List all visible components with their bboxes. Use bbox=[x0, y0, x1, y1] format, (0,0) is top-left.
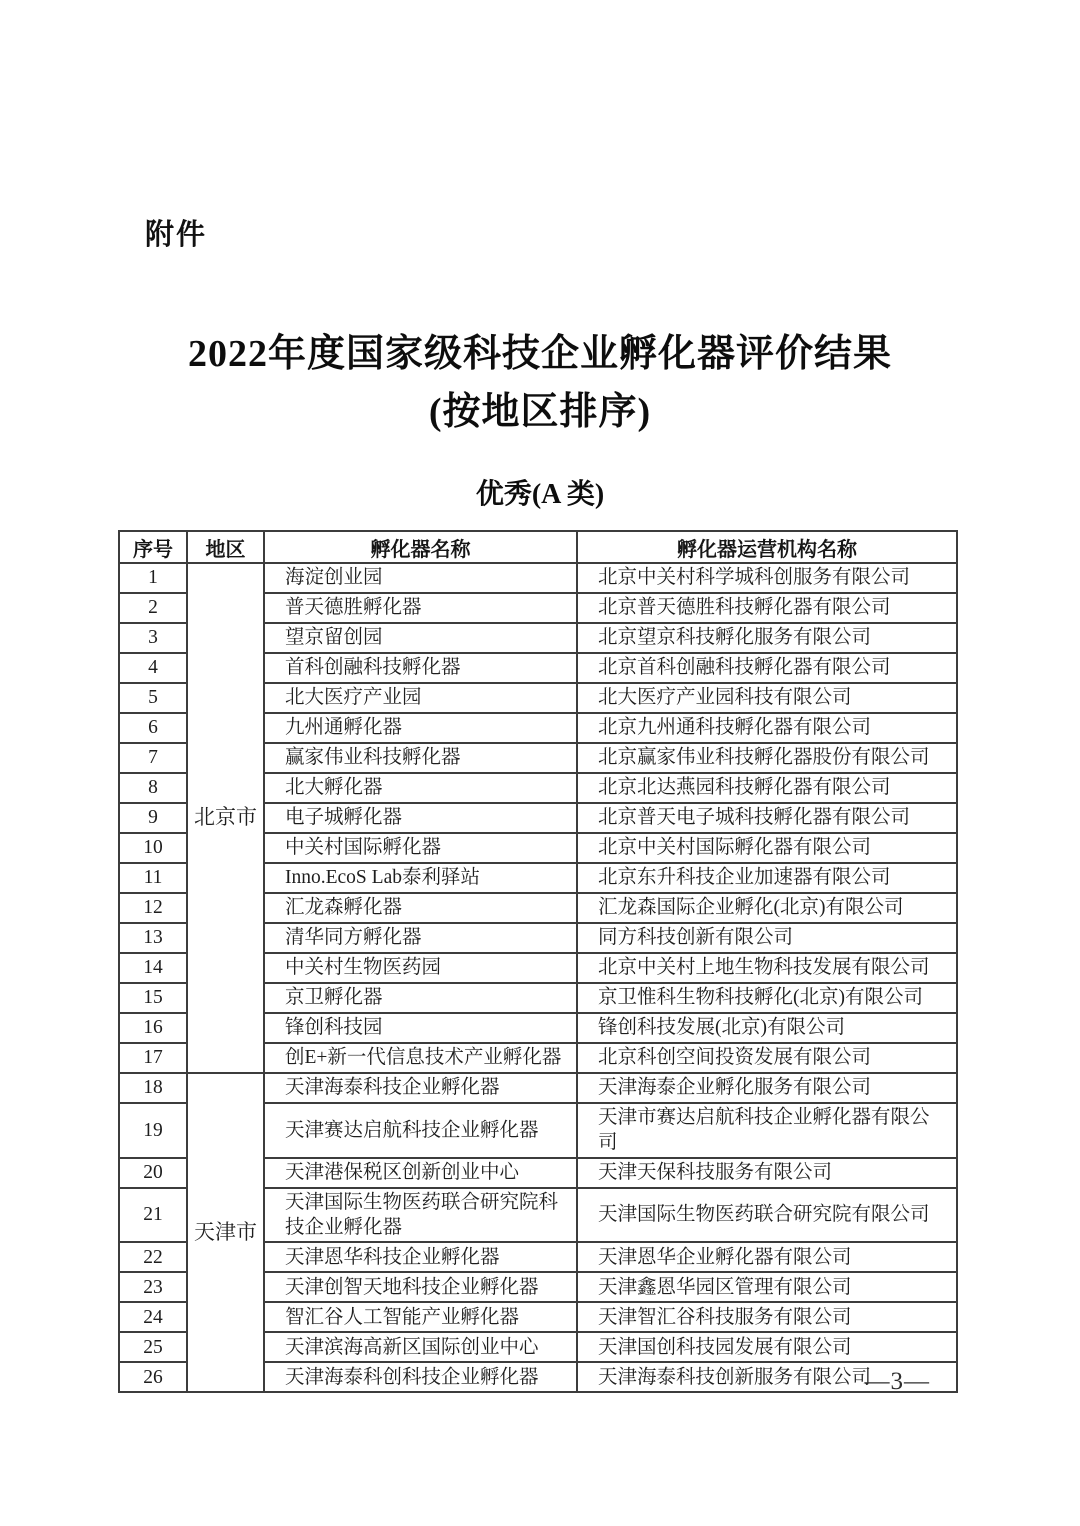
document-title: 2022年度国家级科技企业孵化器评价结果 bbox=[187, 333, 892, 375]
serial-number-cell: 14 bbox=[119, 953, 187, 983]
col-header-serial: 序号 bbox=[119, 531, 187, 563]
serial-number-cell: 9 bbox=[119, 803, 187, 833]
operator-name-cell: 北京普天电子城科技孵化器有限公司 bbox=[577, 803, 957, 833]
serial-number-cell: 15 bbox=[119, 983, 187, 1013]
serial-number-cell: 6 bbox=[119, 713, 187, 743]
serial-number-cell: 16 bbox=[119, 1013, 187, 1043]
incubator-name-cell: 汇龙森孵化器 bbox=[264, 893, 577, 923]
operator-name-cell: 天津天保科技服务有限公司 bbox=[577, 1158, 957, 1188]
serial-number-cell: 24 bbox=[119, 1302, 187, 1332]
incubator-name-cell: 电子城孵化器 bbox=[264, 803, 577, 833]
incubator-name-cell: 天津创智天地科技企业孵化器 bbox=[264, 1272, 577, 1302]
incubator-name-cell: 创E+新一代信息技术产业孵化器 bbox=[264, 1043, 577, 1073]
operator-name-cell: 天津智汇谷科技服务有限公司 bbox=[577, 1302, 957, 1332]
incubator-name-cell: 九州通孵化器 bbox=[264, 713, 577, 743]
incubator-name-cell: 京卫孵化器 bbox=[264, 983, 577, 1013]
operator-name-cell: 天津恩华企业孵化器有限公司 bbox=[577, 1242, 957, 1272]
incubator-table bbox=[118, 530, 958, 1393]
incubator-name-cell: 北大孵化器 bbox=[264, 773, 577, 803]
operator-name-cell: 北京科创空间投资发展有限公司 bbox=[577, 1043, 957, 1073]
serial-number-cell: 10 bbox=[119, 833, 187, 863]
serial-number-cell: 22 bbox=[119, 1242, 187, 1272]
incubator-name-cell: 天津国际生物医药联合研究院科技企业孵化器 bbox=[264, 1188, 577, 1243]
operator-name-cell: 北京东升科技企业加速器有限公司 bbox=[577, 863, 957, 893]
serial-number-cell: 7 bbox=[119, 743, 187, 773]
table-row bbox=[119, 1073, 957, 1103]
incubator-name-cell: 望京留创园 bbox=[264, 623, 577, 653]
incubator-name-cell: 海淀创业园 bbox=[264, 563, 577, 593]
col-header-operator-name: 孵化器运营机构名称 bbox=[577, 531, 957, 563]
incubator-name-cell: 清华同方孵化器 bbox=[264, 923, 577, 953]
section-title: 优秀(A 类) bbox=[475, 479, 605, 510]
incubator-name-cell: 天津赛达启航科技企业孵化器 bbox=[264, 1103, 577, 1158]
operator-name-cell: 北京中关村国际孵化器有限公司 bbox=[577, 833, 957, 863]
incubator-name-cell: 赢家伟业科技孵化器 bbox=[264, 743, 577, 773]
operator-name-cell: 天津鑫恩华园区管理有限公司 bbox=[577, 1272, 957, 1302]
serial-number-cell: 5 bbox=[119, 683, 187, 713]
incubator-name-cell: 中关村国际孵化器 bbox=[264, 833, 577, 863]
serial-number-cell: 23 bbox=[119, 1272, 187, 1302]
incubator-name-cell: 智汇谷人工智能产业孵化器 bbox=[264, 1302, 577, 1332]
operator-name-cell: 北京中关村上地生物科技发展有限公司 bbox=[577, 953, 957, 983]
incubator-name-cell: Inno.EcoS Lab泰利驿站 bbox=[264, 863, 577, 893]
serial-number-cell: 11 bbox=[119, 863, 187, 893]
incubator-table-body bbox=[119, 563, 957, 1392]
operator-name-cell: 北大医疗产业园科技有限公司 bbox=[577, 683, 957, 713]
serial-number-cell: 25 bbox=[119, 1332, 187, 1362]
document-subtitle: (按地区排序) bbox=[428, 391, 652, 433]
operator-name-cell: 同方科技创新有限公司 bbox=[577, 923, 957, 953]
operator-name-cell: 锋创科技发展(北京)有限公司 bbox=[577, 1013, 957, 1043]
serial-number-cell: 20 bbox=[119, 1158, 187, 1188]
serial-number-cell: 12 bbox=[119, 893, 187, 923]
incubator-name-cell: 天津海泰科技企业孵化器 bbox=[264, 1073, 577, 1103]
incubator-name-cell: 中关村生物医药园 bbox=[264, 953, 577, 983]
col-header-region: 地区 bbox=[187, 531, 264, 563]
operator-name-cell: 汇龙森国际企业孵化(北京)有限公司 bbox=[577, 893, 957, 923]
serial-number-cell: 3 bbox=[119, 623, 187, 653]
table-header-row bbox=[119, 531, 957, 563]
operator-name-cell: 北京中关村科学城科创服务有限公司 bbox=[577, 563, 957, 593]
operator-name-cell: 北京赢家伟业科技孵化器股份有限公司 bbox=[577, 743, 957, 773]
table-row bbox=[119, 563, 957, 593]
incubator-name-cell: 普天德胜孵化器 bbox=[264, 593, 577, 623]
operator-name-cell: 北京望京科技孵化服务有限公司 bbox=[577, 623, 957, 653]
operator-name-cell: 北京九州通科技孵化器有限公司 bbox=[577, 713, 957, 743]
serial-number-cell: 8 bbox=[119, 773, 187, 803]
serial-number-cell: 18 bbox=[119, 1073, 187, 1103]
serial-number-cell: 26 bbox=[119, 1362, 187, 1392]
operator-name-cell: 天津海泰科技创新服务有限公司 bbox=[577, 1362, 957, 1392]
page-number: —3— bbox=[864, 1368, 930, 1395]
serial-number-cell: 13 bbox=[119, 923, 187, 953]
region-cell: 天津市 bbox=[187, 1073, 264, 1392]
operator-name-cell: 北京普天德胜科技孵化器有限公司 bbox=[577, 593, 957, 623]
incubator-name-cell: 首科创融科技孵化器 bbox=[264, 653, 577, 683]
attachment-label: 附件 bbox=[145, 219, 208, 251]
serial-number-cell: 21 bbox=[119, 1188, 187, 1243]
incubator-name-cell: 天津港保税区创新创业中心 bbox=[264, 1158, 577, 1188]
operator-name-cell: 天津国创科技园发展有限公司 bbox=[577, 1332, 957, 1362]
operator-name-cell: 天津海泰企业孵化服务有限公司 bbox=[577, 1073, 957, 1103]
serial-number-cell: 19 bbox=[119, 1103, 187, 1158]
operator-name-cell: 北京首科创融科技孵化器有限公司 bbox=[577, 653, 957, 683]
incubator-name-cell: 天津恩华科技企业孵化器 bbox=[264, 1242, 577, 1272]
incubator-name-cell: 北大医疗产业园 bbox=[264, 683, 577, 713]
incubator-name-cell: 天津滨海高新区国际创业中心 bbox=[264, 1332, 577, 1362]
operator-name-cell: 天津国际生物医药联合研究院有限公司 bbox=[577, 1188, 957, 1243]
operator-name-cell: 北京北达燕园科技孵化器有限公司 bbox=[577, 773, 957, 803]
col-header-incubator-name: 孵化器名称 bbox=[264, 531, 577, 563]
incubator-name-cell: 天津海泰科创科技企业孵化器 bbox=[264, 1362, 577, 1392]
operator-name-cell: 京卫惟科生物科技孵化(北京)有限公司 bbox=[577, 983, 957, 1013]
operator-name-cell: 天津市赛达启航科技企业孵化器有限公司 bbox=[577, 1103, 957, 1158]
region-cell: 北京市 bbox=[187, 563, 264, 1073]
serial-number-cell: 2 bbox=[119, 593, 187, 623]
incubator-name-cell: 锋创科技园 bbox=[264, 1013, 577, 1043]
serial-number-cell: 1 bbox=[119, 563, 187, 593]
serial-number-cell: 17 bbox=[119, 1043, 187, 1073]
serial-number-cell: 4 bbox=[119, 653, 187, 683]
